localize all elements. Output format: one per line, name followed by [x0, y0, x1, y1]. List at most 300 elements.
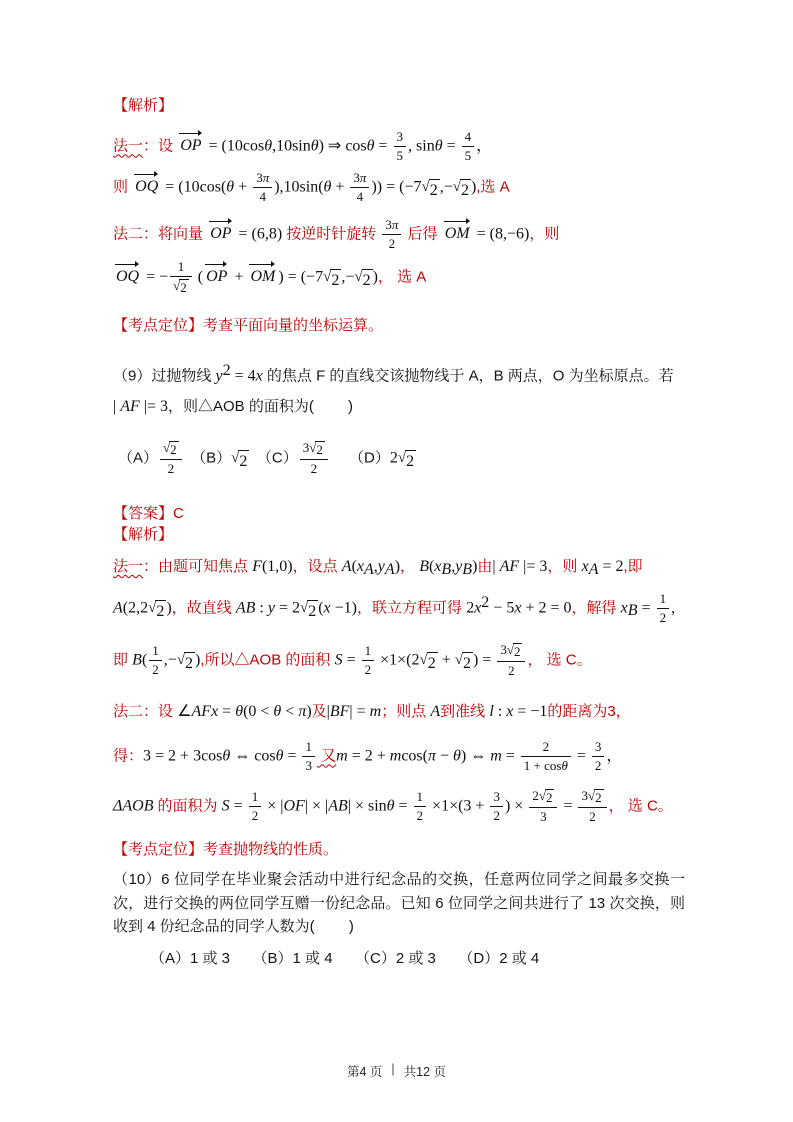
q8-method1-line2 — [113, 169, 688, 206]
q9-options — [118, 439, 693, 478]
math-upright: + — [331, 178, 349, 196]
math-upright: ∠ — [177, 703, 192, 720]
red-text: ， 选 C。 — [608, 797, 673, 815]
math-upright: |= 3 — [519, 558, 548, 575]
math-upright: 2 — [222, 362, 231, 379]
q8-method1-line1 — [113, 128, 688, 165]
math-upright: 2 — [180, 280, 187, 295]
numerator — [350, 170, 369, 187]
radicand — [594, 789, 604, 806]
math-upright: 3 — [256, 170, 263, 185]
math-upright: = 2 + — [347, 747, 390, 765]
q9-method1-line1 — [113, 556, 688, 583]
red-text: ，故直线 — [171, 599, 236, 617]
denominator — [521, 756, 571, 774]
math-italic: A — [113, 599, 123, 617]
numerator — [160, 440, 182, 459]
math-italic: x — [255, 367, 263, 385]
square-root — [309, 441, 325, 458]
numerator — [302, 739, 315, 756]
math-upright: ( — [318, 599, 324, 617]
radicand — [429, 179, 440, 202]
math-italic: π — [298, 703, 307, 720]
math-upright: = — [637, 599, 655, 617]
subscript — [441, 561, 452, 578]
footer-separator: | — [391, 1062, 395, 1076]
square-root — [455, 652, 473, 675]
fraction — [170, 258, 192, 297]
math-italic: θ — [310, 137, 319, 155]
math-upright: 2 — [466, 599, 475, 617]
math-upright: = — [342, 651, 360, 669]
math-upright: ,− — [341, 268, 355, 286]
math-italic: θ — [323, 178, 332, 196]
fraction — [497, 641, 525, 680]
square-root — [300, 600, 318, 623]
red-text: 法二：将向量 — [113, 225, 208, 243]
math-upright: ⇔ cos — [230, 747, 276, 765]
math-italic: θ — [264, 137, 273, 155]
math-upright: −1) — [330, 599, 358, 617]
math-italic: A — [384, 561, 395, 578]
q9-keypoint — [113, 839, 688, 861]
red-text: 【答案】C — [113, 505, 184, 522]
math-upright: 2 — [389, 449, 398, 467]
math-upright: + — [234, 178, 252, 196]
denominator — [160, 459, 182, 477]
math-upright: 2 — [362, 272, 371, 290]
math-upright: ,− — [163, 651, 177, 669]
math-upright: 2 — [513, 644, 521, 659]
page-footer — [0, 1062, 793, 1080]
math-upright: (1,0) — [261, 558, 293, 575]
math-italic: B — [419, 558, 429, 575]
subscript — [588, 561, 599, 578]
math-upright: ) = — [472, 651, 496, 669]
math-upright: ,10sin — [272, 137, 311, 155]
math-upright: < — [281, 703, 299, 720]
math-italic: AF — [499, 558, 520, 575]
math-upright: ) ⇔ — [460, 747, 491, 765]
denominator — [149, 660, 162, 678]
plain-text: 的焦点 F 的直线交该抛物线于 A，B 两点，O 为坐标原点。若 — [262, 367, 674, 385]
math-italic: AB — [328, 797, 348, 815]
math-upright: | × | — [304, 797, 329, 815]
math-upright: + — [230, 268, 248, 286]
radicand — [184, 652, 195, 675]
math-upright: 2 — [331, 272, 340, 290]
math-italic: S — [221, 797, 230, 815]
denominator — [170, 276, 192, 296]
vector-arrow: OQ — [134, 176, 159, 198]
vector-arrow: OP — [205, 266, 228, 288]
denominator — [657, 608, 670, 626]
math-italic: π — [262, 170, 270, 185]
math-italic: θ — [386, 797, 395, 815]
math-upright: × | — [263, 797, 284, 815]
fraction — [253, 169, 272, 206]
vector-arrow: OP — [179, 135, 202, 157]
math-upright: 2 — [427, 655, 436, 673]
numerator — [462, 129, 475, 146]
math-upright: ) — [306, 703, 312, 720]
numerator — [578, 788, 606, 807]
math-italic: y — [215, 367, 223, 385]
math-upright: (0 < — [243, 703, 274, 720]
denominator — [394, 146, 407, 164]
math-upright: 2 — [170, 442, 177, 457]
math-italic: A — [588, 561, 599, 578]
square-root — [177, 652, 195, 675]
math-upright: − — [435, 747, 454, 765]
fraction — [160, 439, 182, 478]
red-text: 【解析】 — [113, 97, 174, 114]
denominator — [302, 756, 315, 774]
math-upright: 2 — [429, 182, 438, 200]
math-upright: ) — [470, 178, 477, 196]
denominator — [592, 756, 605, 774]
numerator — [382, 217, 401, 234]
math-italic: θ — [226, 178, 235, 196]
math-upright: = (6,8) — [234, 225, 287, 243]
radicand — [362, 269, 373, 292]
fraction — [249, 788, 262, 825]
radicand — [545, 789, 555, 806]
square-root — [323, 269, 341, 292]
fraction — [490, 788, 503, 825]
math-upright: 2 — [185, 655, 194, 673]
math-upright: 2 — [251, 808, 259, 823]
q9-method2-line1 — [113, 701, 688, 723]
math-upright: 2 — [310, 461, 318, 476]
math-italic: θ — [453, 747, 461, 765]
math-italic: x — [514, 599, 522, 617]
q9-method2-line2 — [113, 738, 688, 775]
math-upright: cos( — [401, 747, 428, 765]
numerator — [249, 789, 262, 806]
numerator — [529, 788, 557, 807]
math-upright: | — [492, 558, 500, 575]
math-italic: A — [341, 558, 352, 575]
red-text: ，设点 — [292, 558, 342, 575]
math-upright: 1 — [416, 789, 424, 804]
red-text: ， 选 A — [377, 268, 427, 286]
math-upright: ， — [476, 137, 493, 155]
math-italic: θ — [275, 747, 284, 765]
math-italic: π — [427, 747, 436, 765]
red-text: 即 — [113, 651, 133, 669]
fraction — [578, 787, 606, 826]
square-root — [539, 789, 555, 806]
math-upright: 2 — [388, 236, 396, 251]
fraction — [362, 642, 375, 679]
math-upright: = — [442, 137, 460, 155]
denominator — [497, 661, 525, 679]
math-upright: ×1×(2 — [376, 651, 420, 669]
math-italic: x — [506, 703, 514, 720]
red-text: 【解析】 — [113, 526, 174, 543]
red-text: ,选 A — [476, 178, 510, 196]
math-upright: , — [451, 558, 456, 575]
math-upright: 1 — [177, 259, 185, 274]
radicand — [460, 179, 471, 202]
red-text: ， — [400, 558, 420, 575]
red-text: 得： — [113, 747, 144, 765]
math-upright: = 2 — [274, 599, 300, 617]
radicand — [330, 269, 341, 292]
math-upright: 2 — [308, 603, 317, 621]
radicand — [462, 652, 473, 675]
math-upright: = — [218, 703, 236, 720]
fraction — [592, 738, 605, 775]
denominator — [578, 807, 606, 825]
footer-total-pages: 共12 页 — [403, 1065, 447, 1079]
math-upright: + — [437, 651, 455, 669]
plain-text: （C） — [249, 449, 298, 467]
denominator — [300, 459, 328, 477]
math-upright: = 4 — [230, 367, 256, 385]
red-text: ，则 — [529, 225, 560, 243]
math-upright: 2 — [545, 790, 553, 805]
denominator — [249, 806, 262, 824]
red-text-wavy: 又 — [316, 747, 337, 765]
math-upright: 3 — [305, 758, 312, 773]
math-italic: AF — [120, 398, 140, 415]
math-upright: 2 — [508, 663, 515, 678]
math-italic: θ — [366, 137, 375, 155]
math-upright: 3 — [385, 217, 392, 232]
denominator — [414, 806, 427, 824]
denominator — [462, 146, 475, 164]
red-text: ；则点 — [381, 703, 431, 720]
square-root — [419, 652, 437, 675]
fraction — [149, 642, 162, 679]
math-italic: x — [434, 558, 442, 575]
subscript — [364, 561, 374, 578]
math-upright: 1 — [152, 643, 159, 658]
math-upright: 5 — [396, 148, 404, 163]
vector-arrow: OQ — [115, 266, 140, 288]
math-upright: 2 — [167, 461, 175, 476]
math-upright: | = — [349, 703, 370, 720]
math-upright: 2 — [595, 790, 602, 805]
red-text: 【考点定位】考查抛物线的性质。 — [113, 841, 339, 858]
footer-page-number: 第4 页 — [346, 1065, 383, 1079]
math-italic: AB — [235, 599, 256, 617]
denominator — [362, 660, 375, 678]
vector-arrow: OP — [209, 223, 232, 245]
numerator — [497, 642, 525, 661]
math-italic: m — [369, 703, 382, 720]
math-upright: 2 — [589, 809, 596, 824]
math-upright: ) = (−7 — [278, 268, 324, 286]
fraction — [414, 788, 427, 825]
denominator — [350, 187, 369, 205]
fraction — [350, 169, 369, 206]
square-root — [421, 179, 439, 202]
math-upright: 3 — [594, 739, 602, 754]
red-text: ,即 — [623, 558, 643, 575]
math-upright: | — [326, 703, 330, 720]
math-upright: 2 — [239, 453, 248, 471]
numerator — [362, 643, 375, 660]
math-italic: x — [323, 599, 331, 617]
math-upright: 2 — [532, 788, 539, 803]
math-italic: AFx — [191, 703, 219, 720]
q9-method1-line2 — [113, 590, 688, 627]
math-upright: 5 — [464, 148, 472, 163]
math-upright: 4 — [464, 129, 472, 144]
math-upright: 2 — [460, 182, 469, 200]
math-upright: 3 = 2 + 3cos — [143, 747, 223, 765]
math-italic: A — [364, 561, 374, 578]
red-text: ，联立方程可得 — [357, 599, 467, 617]
subscript — [384, 561, 395, 578]
math-upright: + 2 = 0 — [521, 599, 572, 617]
math-upright: 3 — [493, 789, 500, 804]
math-italic: B — [627, 602, 638, 620]
q10-stem — [113, 868, 685, 939]
square-root — [231, 450, 249, 473]
math-italic: m — [336, 747, 348, 765]
math-italic: B — [462, 561, 473, 578]
red-text: 则 — [113, 178, 133, 196]
math-upright: : — [493, 703, 507, 720]
q9-stem-line1 — [113, 360, 688, 388]
math-upright: 2 — [594, 758, 602, 773]
red-text: ：由题可知焦点 — [143, 558, 253, 575]
math-italic: m — [389, 747, 402, 765]
math-italic: BF — [329, 703, 350, 720]
math-italic: l — [489, 703, 494, 720]
math-upright: = — [394, 797, 412, 815]
math-upright: 1 — [251, 789, 259, 804]
q10-options — [150, 948, 725, 970]
math-upright: 2 — [462, 655, 471, 673]
fraction — [521, 738, 571, 775]
vector-arrow: OM — [249, 266, 276, 288]
math-italic: F — [252, 558, 262, 575]
radicand — [513, 643, 523, 660]
square-root — [163, 441, 179, 458]
red-text: ,所以△AOB 的面积 — [200, 651, 335, 669]
fraction — [382, 216, 401, 253]
math-italic: θ — [434, 137, 443, 155]
math-upright: , — [373, 558, 378, 575]
red-text: ，解得 — [571, 599, 621, 617]
math-italic: y — [267, 599, 275, 617]
q9-stem-line2 — [113, 396, 688, 418]
red-text-wavy: 法一 — [113, 558, 144, 575]
fraction — [462, 128, 475, 165]
red-text: 【考点定位】考查平面向量的坐标运算。 — [113, 317, 384, 334]
math-upright: (2,2 — [122, 599, 149, 617]
math-upright: = — [559, 797, 577, 815]
math-upright: 4 — [259, 189, 266, 204]
math-upright: = (8,−6) — [472, 225, 530, 243]
math-upright: ) — [394, 558, 401, 575]
q8-method2-line2 — [113, 258, 688, 297]
math-upright: 2 — [542, 739, 550, 754]
q8-method2-line1 — [113, 216, 688, 253]
radicand — [405, 450, 416, 473]
numerator — [300, 440, 328, 459]
math-italic: π — [391, 217, 399, 232]
plain-text: （B） — [183, 449, 232, 467]
square-root — [398, 450, 416, 473]
square-root — [453, 179, 471, 202]
numerator — [657, 591, 670, 608]
math-italic: π — [359, 170, 367, 185]
math-upright: − 5 — [489, 599, 515, 617]
numerator — [394, 129, 407, 146]
math-upright: = — [229, 797, 247, 815]
math-upright: 2 — [156, 603, 165, 621]
plain-text: （D） — [329, 449, 390, 467]
plain-text: （A）1 或 3 （B）1 或 4 （C）2 或 3 （D）2 或 4 — [150, 950, 540, 967]
radicand — [155, 600, 166, 623]
q9-analysis-header — [113, 524, 688, 546]
math-upright: ) ⇒ cos — [318, 137, 367, 155]
radicand — [427, 652, 438, 675]
square-root — [173, 279, 189, 296]
math-italic: y — [377, 558, 385, 575]
numerator — [592, 739, 605, 756]
math-italic: B — [441, 561, 452, 578]
math-upright: ( — [141, 651, 148, 669]
q8-keypoint — [113, 315, 688, 337]
q9-method2-line3 — [113, 787, 688, 826]
red-text: ：设 — [143, 137, 178, 155]
math-upright: ) × — [504, 797, 528, 815]
denominator — [529, 807, 557, 825]
plain-text: （9）过抛物线 — [113, 367, 216, 385]
math-upright: 3 — [540, 809, 547, 824]
math-upright: |= 3 — [139, 398, 168, 415]
math-upright: = (10cos( — [161, 178, 227, 196]
square-root — [588, 789, 604, 806]
numerator — [170, 259, 192, 276]
red-text: 的面积为 — [157, 797, 222, 815]
math-upright: = — [572, 747, 590, 765]
math-upright: = − — [142, 268, 169, 286]
math-upright: ),10sin( — [274, 178, 324, 196]
math-upright: , — [671, 599, 676, 617]
math-upright: 3 — [500, 642, 507, 657]
math-italic: m — [490, 747, 502, 765]
math-italic: OF — [283, 797, 305, 815]
radicand — [315, 441, 325, 458]
math-upright: ( — [351, 558, 357, 575]
fraction — [302, 738, 315, 775]
math-italic: S — [334, 651, 343, 669]
math-italic: B — [132, 651, 142, 669]
math-italic: x — [620, 599, 628, 617]
math-italic: y — [455, 558, 463, 575]
math-upright: ) — [372, 268, 378, 286]
math-upright: 2 — [659, 610, 667, 625]
math-upright: , sin — [408, 137, 435, 155]
math-upright: ) — [472, 558, 478, 575]
math-upright: = 2 — [598, 558, 624, 575]
radicand — [169, 441, 179, 458]
radicand — [179, 279, 189, 296]
radicand — [238, 450, 249, 473]
math-italic: x — [581, 558, 589, 575]
math-upright: 3 — [353, 170, 360, 185]
math-upright: 2 — [364, 662, 372, 677]
math-upright: 4 — [356, 189, 364, 204]
